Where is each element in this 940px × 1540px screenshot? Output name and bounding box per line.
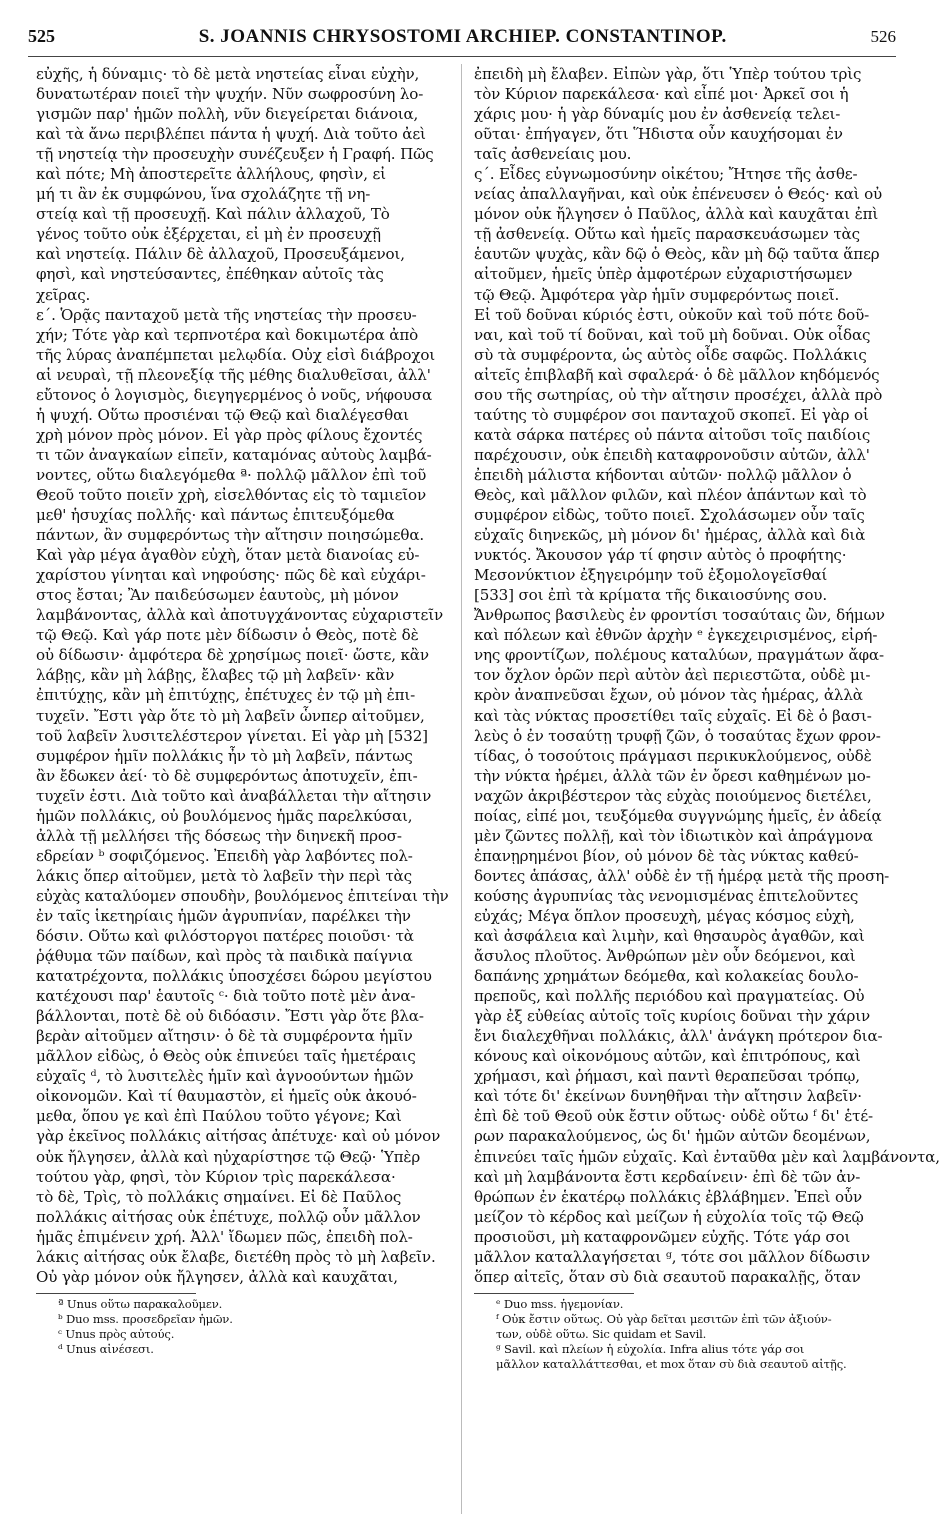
text-line: τούτου γὰρ, φησὶ, τὸν Κύριον τρὶς παρεκάλεσα· [36, 1167, 396, 1186]
text-line: μᾶλλον εἰδὼς, ὁ Θεὸς οὐκ ἐπινεύει ταῖς ἡμετέραις [36, 1047, 416, 1066]
text-line: τῷ Θεῷ. Ἀμφότερα γὰρ ἡμῖν συμφερόντως ποιεῖ. [474, 285, 840, 304]
text-line: λεὺς ὁ ἐν τοσαύτῃ τρυφῇ ζῶν, ὁ τοσαύτας ἔχων φρον- [474, 726, 881, 745]
text-line: μή τι ἂν ἐκ συμφώνου, ἵνα σχολάζητε τῇ νη- [36, 185, 371, 204]
footnote: ᵇ Duo mss. προσεδρεῖαν ἡμῶν. [58, 1311, 233, 1326]
text-line: ρων παρακαλούμενος, ὡς δι' ἡμῶν αὐτῶν δεομένων, [474, 1127, 871, 1146]
text-line: ποίας, εἰπέ μοι, τευξόμεθα συγγνώμης ἡμεῖς, ἐν ἀδείᾳ [474, 806, 882, 825]
text-line: τῷ Θεῷ. Καὶ γάρ ποτε μὲν δίδωσιν ὁ Θεὸς, ποτὲ δὲ [36, 626, 419, 645]
text-line: σου τῆς σωτηρίας, οὐ τὴν αἴτησιν προσέχει, ἀλλὰ πρὸ [474, 385, 883, 404]
text-line: Καὶ γὰρ μέγα ἀγαθὸν εὐχὴ, ὅταν μετὰ διανοίας εὐ- [36, 546, 420, 565]
text-line: ταῖς ἀσθενείαις μου. [474, 145, 632, 164]
page-number-right: 526 [870, 27, 896, 46]
text-line: Οὐ γὰρ μόνον οὐκ ἤλγησεν, ἀλλὰ καὶ καυχᾶται, [36, 1267, 398, 1286]
text-line: καὶ τὰς νύκτας προσετίθει ταῖς εὐχαῖς. Εἰ δὲ ὁ βασι- [474, 706, 872, 725]
text-line: εὐχάς; Μέγα ὅπλον προσευχὴ, μέγας κόσμος εὐχὴ, [474, 906, 855, 925]
column-divider [461, 64, 462, 1514]
page-number-left: 525 [28, 26, 55, 46]
text-line: καὶ πότε; Μὴ ἀποστερεῖτε ἀλλήλους, φησὶν, εἰ [36, 165, 386, 184]
text-line: μᾶλλον καταλλαγήσεται ᵍ, τότε σοι μᾶλλον δίδωσιν [474, 1247, 871, 1266]
footnote: ᶠ Οὐκ ἔστιν οὕτως. Οὐ γὰρ δεῖται μεσιτῶν ἐπὶ τῶν ἀξιούν- [496, 1311, 832, 1326]
text-line: εὐχαῖς ᵈ, τὸ λυσιτελὲς ἡμῖν καὶ ἀγνοούντων ἡμῶν [36, 1067, 414, 1086]
text-line: νης φροντίζων, πολέμους καταλύων, πραγμάτων ἄφα- [474, 646, 884, 665]
text-line: ἐπιτύχῃς, κἂν μὴ ἐπιτύχῃς, ἐπέτυχες ἐν τῷ μὴ ἐπι- [36, 686, 416, 705]
text-line: ἐπανῃρημένοι βίον, οὐ μόνον δὲ τὰς νύκτας καθεύ- [474, 846, 859, 865]
text-line: τῇ ἀσθενείᾳ. Οὕτω καὶ ἡμεῖς παρασκευάσωμεν τὰς [474, 225, 860, 244]
text-line: πρεποῦς, καὶ πολλῆς περιόδου καὶ πραγματείας. Οὐ [474, 987, 865, 1006]
running-head [28, 26, 896, 54]
text-line: εὐχὰς καταλύομεν σπουδὴν, βουλόμενος ἐπιτείναι τὴν [36, 886, 449, 905]
text-line: λάκις ὅπερ αἰτοῦμεν, μετὰ τὸ λαβεῖν τὴν περὶ τὰς [36, 866, 412, 885]
text-line: λάκις αἰτήσας οὐκ ἔλαβε, διετέθη πρὸς τὸ μὴ λαβεῖν. [36, 1247, 436, 1266]
text-line: τι τῶν ἀναγκαίων εἰπεῖν, καταμόνας αὐτοὺς λαμβά- [36, 445, 432, 464]
text-line: κόνους καὶ οἰκονόμους αὐτῶν, καὶ ἐπιτρόπους, καὶ [474, 1047, 861, 1066]
text-line: στείᾳ καὶ τῇ προσευχῇ. Καὶ πάλιν ἀλλαχοῦ, Τὸ [36, 205, 390, 224]
text-line: δυνατωτέραν ποιεῖ τὴν ψυχήν. Νῦν σωφροσύνη λο- [36, 85, 424, 104]
text-line: καὶ τότε δι' ἐκείνων δυνηθῆναι τὴν αἴτησιν λαβεῖν· [474, 1087, 862, 1106]
text-line: γὰρ ἐξ εὐθείας αὐτοῖς τοῖς κυρίοις δοῦναι τὴν χάριν [474, 1007, 871, 1026]
text-line: γισμῶν παρ' ἡμῶν πολλὴ, νῦν διεγείρεται διάνοια, [36, 105, 419, 124]
text-line: γὰρ ἐκεῖνος πολλάκις αἰτήσας ἀπέτυχε· καὶ οὐ μόνον [36, 1127, 441, 1146]
text-line: εδρείαν ᵇ σοφιζόμενος. Ἐπειδὴ γὰρ λαβόντες πολ- [36, 846, 413, 865]
text-line: Μεσονύκτιον ἐξηγειρόμην τοῦ ἐξομολογεῖσθαί [474, 566, 828, 585]
text-line: οῦται· ἐπήγαγεν, ὅτι Ἥδιστα οὖν καυχήσομαι ἐν [474, 125, 843, 144]
text-line: ἄσυλος πλοῦτος. Ἀνθρώπων μὲν οὖν δεόμενοι, καὶ [474, 947, 856, 966]
text-line: σὺ τὰ συμφέροντα, ὡς αὐτὸς οἶδε σαφῶς. Πολλάκις [474, 345, 867, 364]
text-line: χαρίστου γίνηται καὶ νηφούσης· πῶς δὲ καὶ εὐχάρι- [36, 566, 426, 585]
text-line: αἱ νευραὶ, τῇ πλεονεξίᾳ τῆς μέθης διαλυθεῖσαι, ἀλλ' [36, 365, 431, 384]
footnote: ᵈ Unus αἰνέσεσι. [58, 1341, 154, 1356]
text-line: τὴν νύκτα ἠρέμει, ἀλλὰ τῶν ἐν ὄρεσι καθημένων μο- [474, 766, 871, 785]
text-line: ταύτης τὸ συμφέρον σοι πανταχοῦ σκοπεῖ. Εἰ γὰρ οἱ [474, 405, 869, 424]
footnote: ᶜ Unus πρὸς αὐτούς. [58, 1326, 175, 1341]
text-line: μείζον τὸ κέρδος καὶ μείζων ἡ εὐχολία τοῖς τῷ Θεῷ [474, 1207, 864, 1226]
running-title: S. JOANNIS CHRYSOSTOMI ARCHIEP. CONSTANTINOP. [198, 26, 727, 47]
text-line: μεθ' ἡσυχίας πολλῆς· καὶ πάντως ἐπιτευξόμεθα [36, 506, 395, 525]
text-line: βερὰν αἰτοῦμεν αἴτησιν· ὁ δὲ τὰ συμφέροντα ἡμῖν [36, 1027, 413, 1046]
text-line: οἰκονομῶν. Καὶ τί θαυμαστὸν, εἰ ἡμεῖς οὐκ ἀκουό- [36, 1087, 417, 1106]
text-line: εὐχαῖς διηνεκῶς, μὴ μόνον δι' ἡμέρας, ἀλλὰ καὶ διὰ [474, 526, 866, 545]
text-line: ἀλλὰ τῇ μελλήσει τῆς δόσεως τὴν διηνεκῆ προσ- [36, 826, 402, 845]
text-line: καὶ νηστείᾳ. Πάλιν δὲ ἀλλαχοῦ, Προσευξάμενοι, [36, 245, 405, 264]
text-line: τὸ δὲ, Τρὶς, τὸ πολλάκις σημαίνει. Εἰ δὲ Παῦλος [36, 1187, 402, 1206]
text-line: Εἰ τοῦ δοῦναι κύριός ἐστι, οὐκοῦν καὶ τοῦ πότε δοῦ- [474, 305, 870, 324]
text-line: τυχεῖν. Ἔστι γὰρ ὅτε τὸ μὴ λαβεῖν ὧνπερ αἰτοῦμεν, [36, 706, 425, 725]
text-line: μὲν ζῶντες πολλῇ, καὶ τὸν ἰδιωτικὸν καὶ ἀπράγμονα [474, 826, 873, 845]
right-column [474, 64, 940, 1372]
text-line: παρέχουσιν, οὐκ ἐπειδὴ καταφρονοῦσιν αὐτῶν, ἀλλ' [474, 445, 870, 464]
text-line: γένος τοῦτο οὐκ ἐξέρχεται, εἰ μὴ ἐν προσευχῇ [36, 225, 381, 244]
text-line: Ἄνθρωπος βασιλεὺς ἐν φροντίσι τοσαύταις ὢν, δήμων [474, 606, 885, 625]
text-line: ἡ ψυχή. Οὕτω προσιέναι τῷ Θεῷ καὶ διαλέγεσθαι [36, 405, 409, 424]
text-line: μεθα, ὅπου γε καὶ ἐπὶ Παύλου τοῦτο γέγονε; Καὶ [36, 1107, 402, 1126]
text-line: λάβῃς, κἂν μὴ λάβῃς, ἔλαβες τῷ μὴ λαβεῖν· κἂν [36, 666, 395, 685]
text-line: χρὴ μόνον πρὸς μόνον. Εἰ γὰρ πρὸς φίλους ἔχοντές [36, 425, 423, 444]
text-line: οὐκ ἤλγησεν, ἀλλὰ καὶ ηὐχαρίστησε τῷ Θεῷ· Ὑπὲρ [36, 1147, 421, 1166]
text-line: καὶ μὴ λαμβάνοντα ἔστι κερδαίνειν· ἐπὶ δὲ τῶν ἀν- [474, 1167, 861, 1186]
text-line: ἐπινεύει ταῖς ἡμῶν εὐχαῖς. Καὶ ἐνταῦθα μὲν καὶ λαμβάνοντα, [474, 1147, 940, 1166]
text-line: ἐπὶ δὲ τοῦ Θεοῦ οὐκ ἔστιν οὕτως· οὐδὲ οὕτω ᶠ δι' ἑτέ- [474, 1107, 873, 1126]
text-line: βάλλονται, ποτὲ δὲ οὐ διδόασιν. Ἔστι γὰρ ὅτε βλα- [36, 1007, 424, 1026]
text-line: εὔτονος ὁ λογισμὸς, διεγηγερμένος ὁ νοῦς, νήφουσα [36, 385, 432, 404]
text-line: κρὸν ἀναπνεῦσαι ἔχων, οὐ μόνον τὰς ἡμέρας, ἀλλὰ [474, 686, 863, 705]
text-line: καὶ πόλεων καὶ ἐθνῶν ἀρχὴν ᵉ ἐγκεχειρισμένος, εἰρή- [474, 626, 878, 645]
footnote-rule [36, 1293, 196, 1294]
header-rule [28, 56, 896, 57]
text-line: χήν; Τότε γὰρ καὶ τερπνοτέρα καὶ δοκιμωτέρα ἀπὸ [36, 325, 419, 344]
text-line: κατατρέχοντα, πολλάκις ὑποσχέσει δώρου μεγίστου [36, 967, 432, 986]
text-line: δόσιν. Οὕτω καὶ φιλόστοργοι πατέρες ποιοῦσι· τὰ [36, 927, 414, 946]
footnote: ᵍ Savil. καὶ πλείων ἡ εὐχολία. Infra alius τότε γάρ σοι [496, 1341, 805, 1356]
text-line: αἰτεῖς ἐπιβλαβῆ καὶ σφαλερά· ὁ δὲ μᾶλλον κηδόμενός [474, 365, 880, 384]
text-line: τῇ νηστείᾳ τὴν προσευχὴν συνέζευξεν ἡ Γραφή. Πῶς [36, 145, 434, 164]
text-line: τυχεῖν ἐστι. Διὰ τοῦτο καὶ ἀναβάλλεται τὴν αἴτησιν [36, 786, 432, 805]
text-line: τον ὄχλον ὁρῶν περὶ αὐτὸν ἀεὶ περιεστῶτα, οὐδὲ μι- [474, 666, 871, 685]
text-line: τὸν Κύριον παρεκάλεσα· καὶ εἶπέ μοι· Ἀρκεῖ σοι ἡ [474, 85, 849, 104]
text-line: ς΄. Εἶδες εὐγνωμοσύνην οἰκέτου; Ἤτησε τῆς ἀσθε- [474, 165, 858, 184]
text-line: θρώπων ἐν ἑκατέρῳ πολλάκις ἐβλάβημεν. Ἐπεὶ οὖν [474, 1187, 862, 1206]
text-line: νοντες, οὕτω διαλεγόμεθα ª· πολλῷ μᾶλλον ἐπὶ τοῦ [36, 465, 427, 484]
text-line: χεῖρας. [36, 285, 91, 304]
text-line: στος ἔσται; Ἂν παιδεύσωμεν ἑαυτοὺς, μὴ μόνον [36, 586, 399, 605]
text-line: μόνον οὐκ ἤλγησεν ὁ Παῦλος, ἀλλὰ καὶ καυχᾶται ἐπὶ [474, 205, 879, 224]
text-line: συμφέρον ἡμῖν πολλάκις ἦν τὸ μὴ λαβεῖν, πάντως [36, 746, 413, 765]
text-line: τίδας, ὁ τοσούτοις πράγμασι περικυκλούμενος, οὐδὲ [474, 746, 872, 765]
text-line: τοῦ λαβεῖν λυσιτελέστερον γίνεται. Εἰ γὰρ μὴ [532] [36, 726, 428, 745]
left-column [36, 64, 456, 1357]
text-line: ἐν ταῖς ἱκετηρίαις ἡμῶν ἀγρυπνίαν, παρέλκει τὴν [36, 906, 411, 925]
text-line: Θεὸς, καὶ μᾶλλον φιλῶν, καὶ πλέον ἁπάντων καὶ τὸ [474, 485, 867, 504]
text-line: ἂν ἔδωκεν ἀεί· τὸ δὲ συμφερόντως ἀποτυχεῖν, ἐπι- [36, 766, 418, 785]
text-line: ναχῶν ἀκριβέστερον τὰς εὐχὰς ποιούμενος διετέλει, [474, 786, 872, 805]
text-line: ναι, καὶ τοῦ τί δοῦναι, καὶ τοῦ μὴ δοῦναι. Οὐκ οἶδας [474, 325, 871, 344]
text-line: νείας ἀπαλλαγῆναι, καὶ οὐκ ἐπένευσεν ὁ Θεός· καὶ οὐ [474, 185, 883, 204]
footnote: μᾶλλον καταλλάττεσθαι, et mox ὅταν σὺ διὰ σεαυτοῦ αἰτῇς. [496, 1356, 847, 1371]
text-line: κατὰ σάρκα πατέρες οὐ πάντα αἰτοῦσι τοῖς παιδίοις [474, 425, 871, 444]
text-line: ε΄. Ὁρᾷς πανταχοῦ μετὰ τῆς νηστείας τὴν προσευ- [36, 305, 417, 324]
text-line: ἔνι διαλεχθῆναι πολλάκις, ἀλλ' ἀνάγκη πρότερον δια- [474, 1027, 883, 1046]
text-line: κούσης ἀγρυπνίας τὰς νενομισμένας ἐπιτελοῦντες [474, 886, 859, 905]
text-line: ἑαυτῶν ψυχὰς, κἂν δῷ ὁ Θεὸς, κἂν μὴ δῷ ταῦτα ἅπερ [474, 245, 880, 264]
footnote: ᵉ Duo mss. ἡγεμονίαν. [496, 1296, 624, 1311]
text-line: χάρις μου· ἡ γὰρ δύναμίς μου ἐν ἀσθενείᾳ τελει- [474, 105, 841, 124]
text-line: πάντων, ἂν συμφερόντως τὴν αἴτησιν ποιησώμεθα. [36, 526, 425, 545]
text-line: προσιοῦσι, μὴ καταφρονῶμεν εὐχῆς. Τότε γάρ σοι [474, 1227, 851, 1246]
text-line: συμφέρον εἰδὼς, τοῦτο ποιεῖ. Σχολάσωμεν οὖν ταῖς [474, 506, 865, 525]
text-line: φησὶ, καὶ νηστεύσαντες, ἐπέθηκαν αὐτοῖς τὰς [36, 265, 384, 284]
text-line: [533] σοι ἐπὶ τὰ κρίματα τῆς δικαιοσύνης σου. [474, 586, 827, 605]
text-line: κατέχουσι παρ' ἑαυτοῖς ᶜ· διὰ τοῦτο ποτὲ μὲν ἀνα- [36, 987, 416, 1006]
text-line: ἐπειδὴ μάλιστα κήδονται αὐτῶν· πολλῷ μᾶλλον ὁ [474, 465, 852, 484]
footnote: ª Unus οὕτω παρακαλοῦμεν. [58, 1296, 223, 1311]
text-line: πολλάκις αἰτήσας οὐκ ἐπέτυχε, πολλῷ οὖν μᾶλλον [36, 1207, 421, 1226]
text-line: Θεοῦ τοῦτο ποιεῖν χρὴ, εἰσελθόντας εἰς τὸ ταμιεῖον [36, 485, 426, 504]
text-line: καὶ ἀσφάλεια καὶ λιμὴν, καὶ θησαυρὸς ἀγαθῶν, καὶ [474, 927, 865, 946]
text-line: οὐ δίδωσιν· ἀμφότερα δὲ χρησίμως ποιεῖ· ὥστε, κἂν [36, 646, 429, 665]
text-line: ὅπερ αἰτεῖς, ὅταν σὺ διὰ σεαυτοῦ παρακαλῇς, ὅταν [474, 1267, 861, 1286]
text-line: τῆς λύρας ἀναπέμπεται μελῳδία. Οὐχ εἰσὶ διάβροχοι [36, 345, 436, 364]
text-line: καὶ τὰ ἄνω περιβλέπει πάντα ἡ ψυχή. Διὰ τοῦτο ἀεὶ [36, 125, 426, 144]
text-line: ἡμᾶς ἐπιμένειν χρή. Ἀλλ' ἴδωμεν πῶς, ἐπειδὴ πολ- [36, 1227, 413, 1246]
text-line: ἐπειδὴ μὴ ἔλαβεν. Εἰπὼν γὰρ, ὅτι Ὑπὲρ τούτου τρὶς [474, 65, 862, 83]
footnote-rule [474, 1293, 634, 1294]
text-line: χρήμασι, καὶ ῥήμασι, καὶ παντὶ θεραπεῦσαι τρόπῳ, [474, 1067, 860, 1086]
footnote: των, οὐδὲ οὕτω. Sic quidam et Savil. [496, 1326, 707, 1341]
text-line: εὐχῆς, ἡ δύναμις· τὸ δὲ μετὰ νηστείας εἶναι εὐχὴν, [36, 65, 420, 83]
text-line: δοντες ἁπάσας, ἀλλ' οὐδὲ ἐν τῇ ἡμέρᾳ μετὰ τῆς προση- [474, 866, 890, 885]
text-line: ἡμῶν πολλάκις, οὐ βουλόμενος ἡμᾶς παρελκύσαι, [36, 806, 413, 825]
text-line: νυκτός. Ἄκουσον γάρ τί φησιν αὐτὸς ὁ προφήτης· [474, 546, 847, 565]
text-line: αἰτοῦμεν, ἡμεῖς ὑπὲρ ἀμφοτέρων εὐχαριστήσωμεν [474, 265, 853, 284]
text-line: ῥᾴθυμα τῶν παίδων, καὶ πρὸς τὰ παιδικὰ παίγνια [36, 947, 413, 966]
text-line: λαμβάνοντας, ἀλλὰ καὶ ἀποτυγχάνοντας εὐχαριστεῖν [36, 606, 443, 625]
text-line: δαπάνης χρημάτων δεόμεθα, καὶ κολακείας δουλο- [474, 967, 859, 986]
